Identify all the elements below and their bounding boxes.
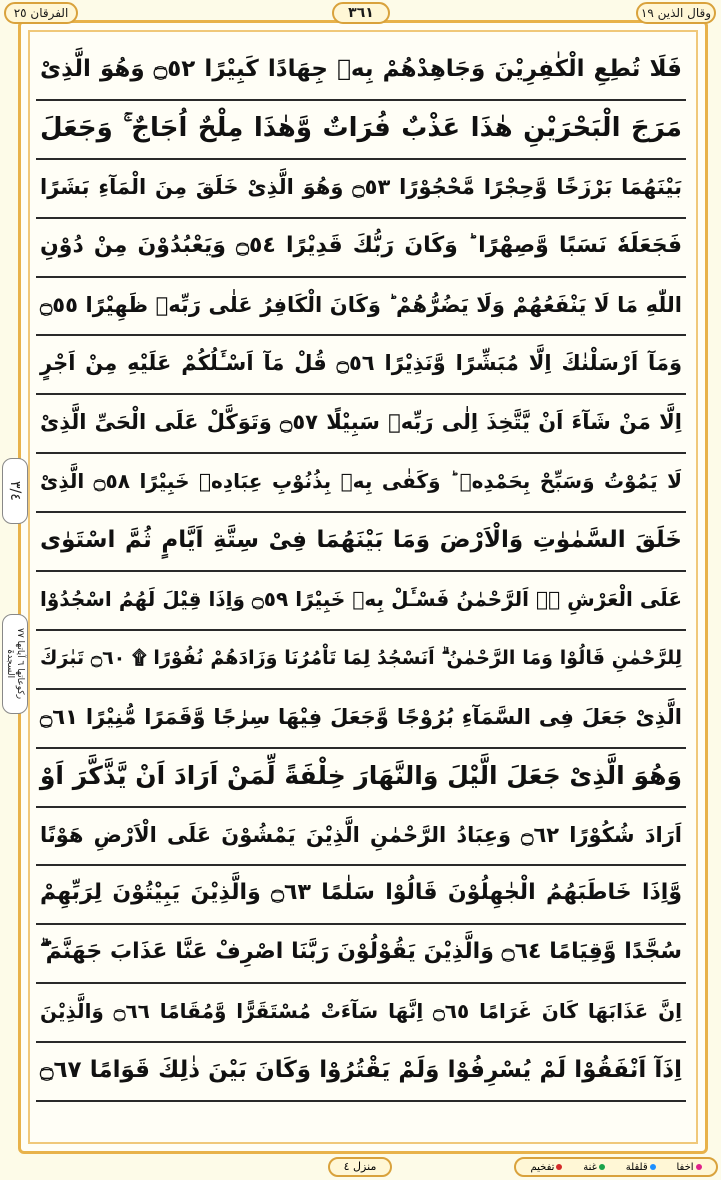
manzil-label: منزل ٤: [328, 1157, 392, 1177]
ruku-info: ركوعاتها ٦ آياتها ٧٧ السجدۃ: [2, 614, 28, 714]
text-line: بَیْنَهُمَا بَرْزَخًا وَّحِجْرًا مَّحْجُوْرًا ۝٥٣ وَهُوَ الَّذِیْ خَلَقَ مِنَ الْمَآءِ بَشَرًا: [36, 160, 686, 219]
text-line: سُجَّدًا وَّقِیَامًا ۝٦٤ وَالَّذِیْنَ یَقُوْلُوْنَ رَبَّنَا اصْرِفْ عَنَّا عَذَابَ جَهَنَّمَ ۖۗ: [36, 925, 686, 984]
tajweed-legend: [514, 1157, 718, 1177]
text-line: اِلَّا مَنْ شَآءَ اَنْ یَّتَّخِذَ اِلٰی رَبِّهٖ سَبِیْلًا ۝٥٧ وَتَوَكَّلْ عَلَی الْحَیِّ الَّذِیْ: [36, 395, 686, 454]
text-line: اِذَآ اَنْفَقُوْا لَمْ یُسْرِفُوْا وَلَمْ یَقْتُرُوْا وَكَانَ بَیْنَ ذٰلِكَ قَوَامًا ۝٦٧: [36, 1043, 686, 1102]
text-line: فَجَعَلَهٗ نَسَبًا وَّصِهْرًا ؕ وَكَانَ رَبُّكَ قَدِیْرًا ۝٥٤ وَیَعْبُدُوْنَ مِنْ دُوْنِ: [36, 219, 686, 278]
page-number: ٣٦١: [332, 2, 390, 24]
text-line: وَهُوَ الَّذِیْ جَعَلَ الَّیْلَ وَالنَّهَارَ خِلْفَةً لِّمَنْ اَرَادَ اَنْ یَّذَّكَّرَ اَوْ: [36, 749, 686, 808]
text-line: فَلَا تُطِعِ الْكٰفِرِیْنَ وَجَاهِدْهُمْ بِهٖ جِهَادًا كَبِیْرًا ۝٥٢ وَهُوَ الَّذِیْ: [36, 42, 686, 101]
para-label: وقال الذين ١٩: [636, 2, 716, 24]
qalqala-dot-icon: [650, 1164, 656, 1170]
text-line: الَّذِیْ جَعَلَ فِی السَّمَآءِ بُرُوْجًا وَّجَعَلَ فِیْهَا سِرٰجًا وَّقَمَرًا مُّنِیْرًا ۝٦١: [36, 690, 686, 749]
quran-text-block: [36, 42, 686, 1102]
ikhfa-dot-icon: [696, 1164, 702, 1170]
text-line: وَمَآ اَرْسَلْنٰكَ اِلَّا مُبَشِّرًا وَّنَذِیْرًا ۝٥٦ قُلْ مَآ اَسْـَٔلُكُمْ عَلَیْهِ مِنْ اَجْرٍ: [36, 336, 686, 395]
ghunna-dot-icon: [599, 1164, 605, 1170]
text-line: مَرَجَ الْبَحْرَیْنِ هٰذَا عَذْبٌ فُرَاتٌ وَّهٰذَا مِلْحٌ اُجَاجٌ ۚ وَجَعَلَ: [36, 101, 686, 160]
text-line: اَرَادَ شُكُوْرًا ۝٦٢ وَعِبَادُ الرَّحْمٰنِ الَّذِیْنَ یَمْشُوْنَ عَلَی الْاَرْضِ هَوْنًا: [36, 808, 686, 867]
text-line: عَلَی الْعَرْشِ ۛۚ اَلرَّحْمٰنُ فَسْـَٔلْ بِهٖ خَبِیْرًا ۝٥٩ وَاِذَا قِیْلَ لَهُمُ اسْجُدُوْا: [36, 572, 686, 631]
hizb-marker: ٣/٤: [2, 458, 28, 524]
text-line: اِنَّ عَذَابَهَا كَانَ غَرَامًا ۝٦٥ اِنَّهَا سَآءَتْ مُسْتَقَرًّا وَّمُقَامًا ۝٦٦ وَالَّذِیْنَ: [36, 984, 686, 1043]
legend-tafkheem: تفخیم: [530, 1162, 562, 1173]
legend-ghunna: غنة: [583, 1162, 605, 1173]
legend-qalqala: قلقلة: [626, 1162, 656, 1173]
text-line: لَا یَمُوْتُ وَسَبِّحْ بِحَمْدِهٖ ؕ وَكَفٰی بِهٖ بِذُنُوْبِ عِبَادِهٖ خَبِیْرًا ۝٥٨ الَّذِیْ: [36, 454, 686, 513]
surah-label: الفرقان ٢٥: [4, 2, 78, 24]
text-line: وَّاِذَا خَاطَبَهُمُ الْجٰهِلُوْنَ قَالُوْا سَلٰمًا ۝٦٣ وَالَّذِیْنَ یَبِیْتُوْنَ لِرَبِّهِمْ: [36, 866, 686, 925]
text-line: خَلَقَ السَّمٰوٰتِ وَالْاَرْضَ وَمَا بَیْنَهُمَا فِیْ سِتَّةِ اَیَّامٍ ثُمَّ اسْتَوٰی: [36, 513, 686, 572]
text-line: لِلرَّحْمٰنِ قَالُوْا وَمَا الرَّحْمٰنُ ۗ اَنَسْجُدُ لِمَا تَاْمُرُنَا وَزَادَهُمْ نُفُوْرًا ۩ ۝٦٠ تَبٰرَكَ: [36, 631, 686, 690]
legend-ikhfa: اخفا: [676, 1162, 701, 1173]
text-line: اللّٰهِ مَا لَا یَنْفَعُهُمْ وَلَا یَضُرُّهُمْ ؕ وَكَانَ الْكَافِرُ عَلٰی رَبِّهٖ ظَهِیْرًا ۝٥٥: [36, 278, 686, 337]
tafkheem-dot-icon: [556, 1164, 562, 1170]
